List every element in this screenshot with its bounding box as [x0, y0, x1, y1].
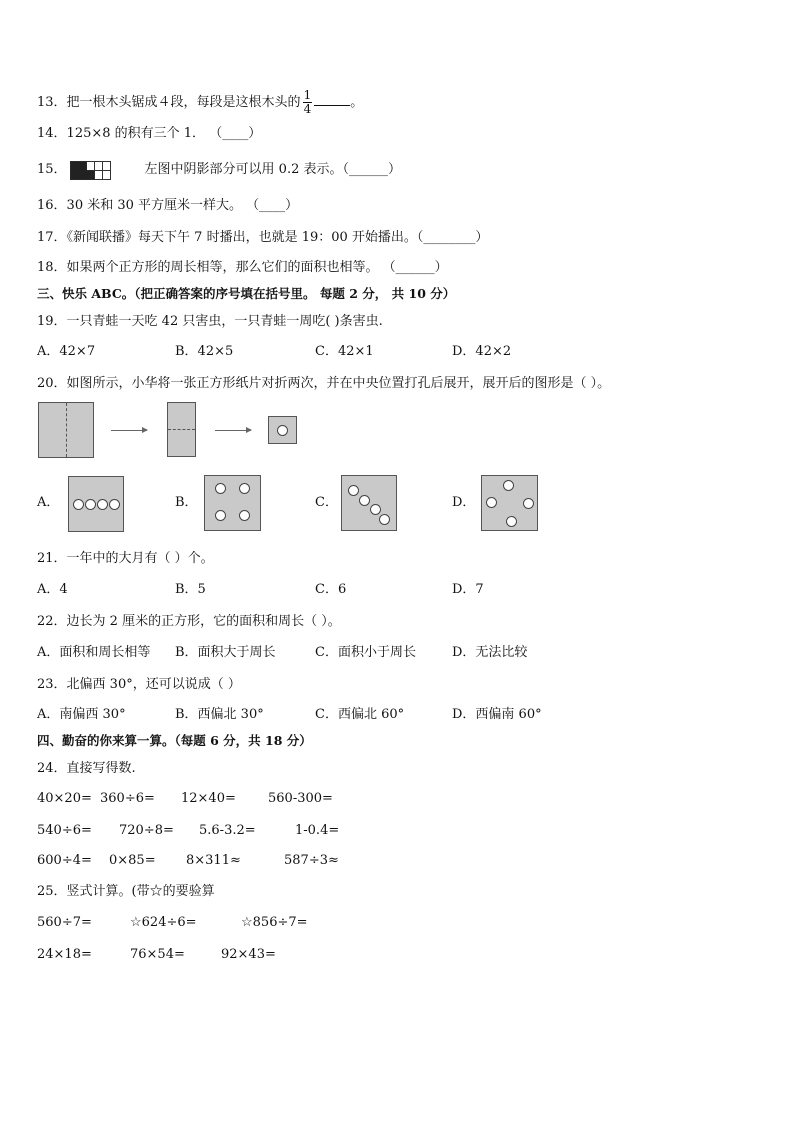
option-b[interactable]: B．西偏北 30° [175, 707, 264, 722]
option-b[interactable]: B．面积大于周长 [175, 645, 276, 660]
option-b[interactable]: B．5 [175, 582, 206, 597]
calc-item: 8×311≈ [186, 853, 241, 868]
hole [277, 425, 288, 436]
calc-item: 92×43= [221, 947, 276, 962]
calc-item: ☆856÷7= [241, 915, 308, 930]
question-17 [37, 229, 488, 247]
question-number: 18． [37, 260, 67, 275]
answer-blank[interactable] [314, 93, 350, 106]
hole [359, 495, 370, 506]
question-number: 16． [37, 198, 67, 213]
question-16 [37, 197, 298, 215]
option-a[interactable]: A．面积和周长相等 [37, 645, 151, 660]
hole [506, 516, 517, 527]
hole [97, 499, 108, 510]
option-a[interactable]: A．4 [37, 582, 68, 597]
option-b-figure[interactable] [204, 475, 261, 531]
question-text: 如果两个正方形的周长相等，那么它们的面积也相等。 （______） [66, 260, 448, 275]
question-23: 23．北偏西 30°，还可以说成（ ） [37, 677, 241, 692]
section-heading-3: 三、快乐 ABC。（把正确答案的序号填在括号里。 每题 2 分， 共 10 分） [37, 286, 456, 301]
option-d[interactable]: D．42×2 [452, 344, 512, 359]
question-text: 《新闻联播》每天下午 7 时播出，也就是 19：00 开始播出。（________） [66, 230, 489, 245]
hole [239, 510, 250, 521]
fraction [303, 89, 313, 116]
calc-item: ☆624÷6= [130, 915, 197, 930]
option-a-figure[interactable] [68, 476, 124, 532]
calc-item: 540÷6= [37, 823, 92, 838]
question-24: 24．直接写得数. [37, 761, 136, 776]
calc-item: 76×54= [130, 947, 185, 962]
option-d-label[interactable]: D． [452, 495, 476, 510]
question-text: 把一根木头锯成４段，每段是这根木头的 [66, 95, 301, 110]
calc-item: 40×20= [37, 791, 92, 806]
hole [486, 497, 497, 508]
paper-square-figure [38, 402, 94, 458]
folded-quarter-figure [268, 416, 297, 444]
calc-item: 24×18= [37, 947, 92, 962]
option-d[interactable]: D．7 [452, 582, 484, 597]
option-a-label[interactable]: A． [37, 495, 60, 510]
question-text: 125×8 的积有三个 1． （____） [66, 126, 262, 141]
calc-item: 5.6-3.2= [199, 823, 256, 838]
option-a[interactable]: A．南偏西 30° [37, 707, 126, 722]
option-c[interactable]: C．6 [315, 582, 347, 597]
fraction-numerator: 1 [303, 88, 312, 102]
question-22: 22．边长为 2 厘米的正方形，它的面积和周长（ ）。 [37, 614, 341, 629]
fraction-denominator: 4 [303, 102, 312, 116]
hole [215, 510, 226, 521]
option-c[interactable]: C．42×1 [315, 344, 374, 359]
option-d-figure[interactable] [481, 475, 538, 531]
question-19: 19．一只青蛙一天吃 42 只害虫，一只青蛙一周吃( )条害虫. [37, 314, 383, 329]
hole [73, 499, 84, 510]
option-c[interactable]: C．西偏北 60° [315, 707, 405, 722]
hole [379, 514, 390, 525]
calc-item: 1-0.4= [295, 823, 340, 838]
option-b[interactable]: B．42×5 [175, 344, 234, 359]
question-text: 左图中阴影部分可以用 0.2 表示。（______） [144, 162, 401, 177]
option-b-label[interactable]: B． [175, 495, 198, 510]
calc-item: 360÷6= [100, 791, 155, 806]
calc-item: 720÷8= [119, 823, 174, 838]
question-14 [37, 125, 261, 143]
arrow-icon [111, 430, 147, 431]
hole [370, 504, 381, 515]
calc-item: 587÷3≈ [284, 853, 339, 868]
question-number: 14． [37, 126, 67, 141]
folded-half-figure [167, 402, 196, 457]
hole [503, 480, 514, 491]
hole [523, 498, 534, 509]
section-heading-4: 四、勤奋的你来算一算。（每题 6 分，共 18 分） [37, 733, 312, 748]
question-number: 17． [37, 230, 67, 245]
ten-cell-grid-figure [70, 161, 112, 181]
hole [109, 499, 120, 510]
option-c[interactable]: C．面积小于周长 [315, 645, 416, 660]
question-18 [37, 259, 448, 277]
question-end: 。 [350, 95, 364, 110]
calc-item: 12×40= [181, 791, 236, 806]
hole [348, 485, 359, 496]
hole [85, 499, 96, 510]
question-25: 25．竖式计算。(带☆的要验算 [37, 884, 215, 899]
option-d[interactable]: D．西偏南 60° [452, 707, 542, 722]
option-a[interactable]: A．42×7 [37, 344, 96, 359]
option-c-figure[interactable] [341, 475, 397, 531]
hole [215, 483, 226, 494]
calc-item: 560÷7= [37, 915, 92, 930]
question-13 [37, 89, 363, 116]
option-c-label[interactable]: C． [315, 495, 338, 510]
arrow-icon [215, 430, 251, 431]
calc-item: 560-300= [268, 791, 333, 806]
question-20: 20．如图所示，小华将一张正方形纸片对折两次，并在中央位置打孔后展开，展开后的图形是（ ）。 [37, 376, 611, 391]
option-d[interactable]: D．无法比较 [452, 645, 528, 660]
question-number: 15． [37, 162, 67, 177]
question-number: 13． [37, 95, 67, 110]
calc-item: 600÷4= [37, 853, 92, 868]
question-21: 21．一年中的大月有（ ）个。 [37, 551, 214, 566]
calc-item: 0×85= [109, 853, 156, 868]
hole [239, 483, 250, 494]
question-text: 30 米和 30 平方厘米一样大。 （____） [66, 198, 299, 213]
